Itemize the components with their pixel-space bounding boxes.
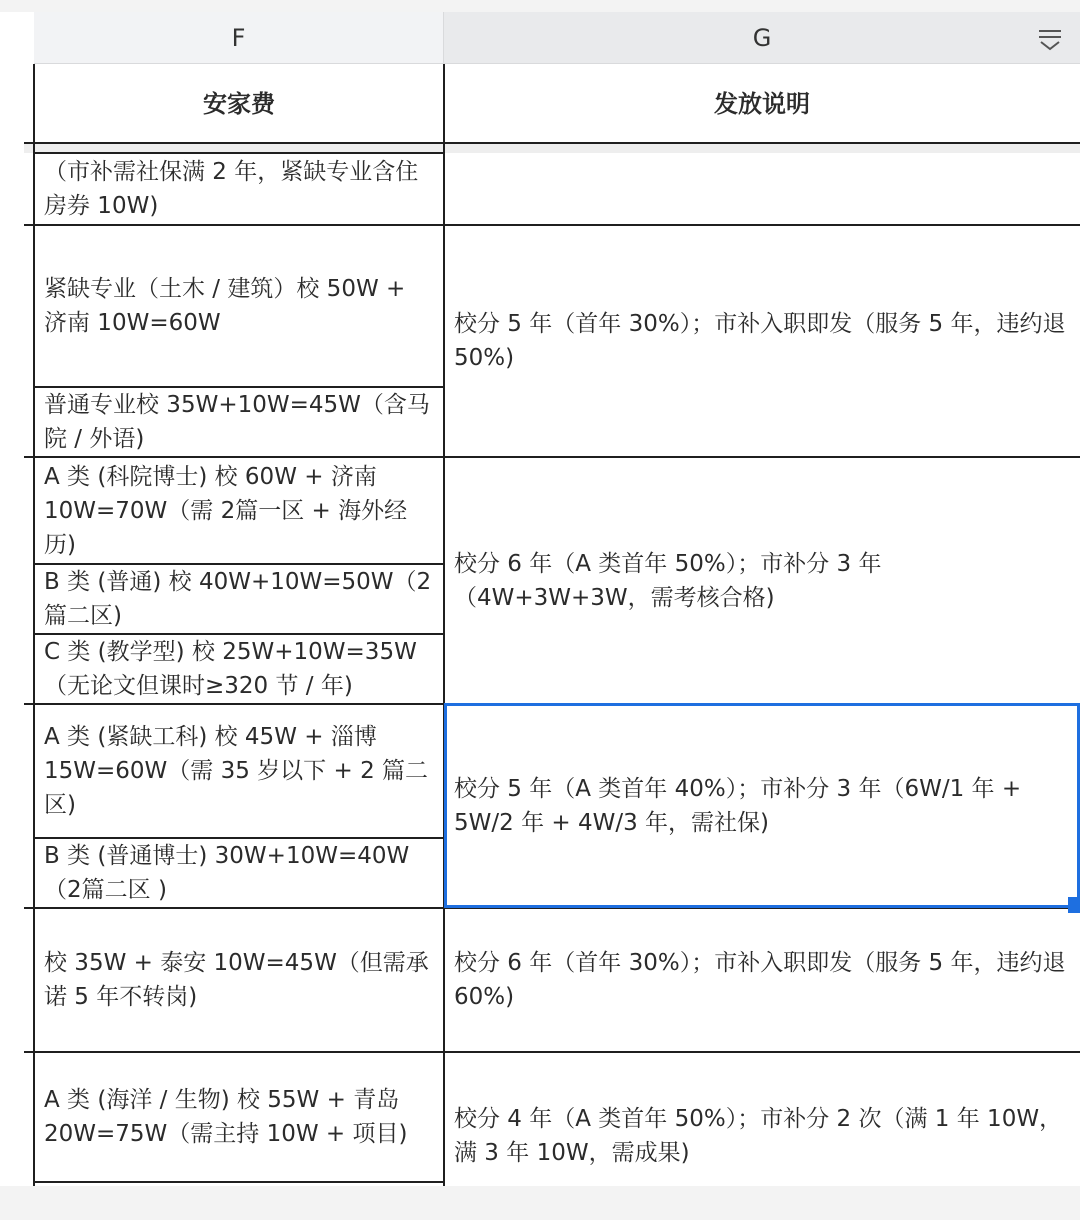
cell-f-4[interactable]	[34, 457, 444, 564]
grid-line	[34, 1181, 444, 1183]
cell-text: A 类 (海洋 / 生物) 校 55W + 青岛 20W=75W（需主持 10W + 项目)	[44, 1087, 408, 1147]
top-margin	[0, 0, 1080, 12]
cell-text: 校 35W + 泰安 10W=45W（但需承诺 5 年不转岗)	[44, 950, 429, 1010]
cell-f-2[interactable]	[34, 225, 444, 387]
cell-f-6[interactable]	[34, 634, 444, 704]
cell-f-5[interactable]	[34, 564, 444, 634]
cell-text: 紧缺专业（土木 / 建筑）校 50W + 济南 10W=60W	[44, 276, 406, 336]
cell-g-2-3[interactable]	[444, 225, 1080, 457]
cell-f-10[interactable]	[34, 1052, 444, 1182]
grid-line	[24, 142, 1080, 144]
bottom-margin	[0, 1186, 1080, 1200]
grid-line	[34, 563, 444, 565]
cell-g-4-6[interactable]	[444, 457, 1080, 704]
grid-line	[24, 456, 1080, 458]
header-text: 安家费	[203, 89, 275, 118]
cell-f-8[interactable]	[34, 838, 444, 908]
cell-g-9[interactable]	[444, 908, 1080, 1052]
header-cell-payment-notes[interactable]	[444, 64, 1080, 143]
cell-g-1[interactable]	[444, 153, 1080, 225]
cell-text: 校分 6 年（首年 30%）；市补入职即发（服务 5 年，违约退 60%)	[454, 950, 1066, 1010]
cell-f-1[interactable]	[34, 153, 444, 225]
grid-line	[34, 633, 444, 635]
grid-line	[24, 224, 1080, 226]
column-letter-g: G	[752, 23, 772, 52]
cell-text: 校分 6 年（A 类首年 50%）；市补分 3 年（4W+3W+3W，需考核合格)	[454, 550, 882, 611]
header-text: 发放说明	[714, 89, 810, 118]
cell-text: 校分 5 年（A 类首年 40%）；市补分 3 年（6W/1 年 + 5W/2 年 + 4W/3 年，需社保)	[454, 776, 1022, 836]
column-letter-f: F	[231, 23, 246, 52]
cell-text: 校分 4 年（A 类首年 50%）；市补分 2 次（满 1 年 10W，满 3 年 10W，需成果)	[454, 1106, 1063, 1166]
grid-line	[33, 64, 35, 1200]
cell-text: B 类 (普通) 校 40W+10W=50W（2篇二区)	[44, 569, 432, 629]
grid-line	[34, 152, 444, 154]
header-cell-settlement-fee[interactable]	[34, 64, 444, 143]
column-header-f[interactable]	[34, 12, 444, 64]
cell-text: C 类 (教学型) 校 25W+10W=35W（无论文但课时≥320 节 / 年)	[44, 639, 417, 699]
cell-f-9[interactable]	[34, 908, 444, 1052]
cell-text: A 类 (紧缺工科) 校 45W + 淄博 15W=60W（需 35 岁以下 + 2 篇二区)	[44, 724, 429, 818]
cell-f-3[interactable]	[34, 387, 444, 457]
fill-handle[interactable]	[1068, 897, 1080, 913]
filter-menu-icon[interactable]	[1036, 24, 1064, 52]
cell-text: A 类 (科院博士) 校 60W + 济南 10W=70W（需 2篇一区 + 海外经历)	[44, 463, 408, 558]
cell-text: 校分 5 年（首年 30%）；市补入职即发（服务 5 年，违约退 50%)	[454, 311, 1066, 371]
grid-line	[34, 386, 444, 388]
selected-cell-outline	[444, 703, 1080, 908]
column-header-g[interactable]	[444, 12, 1080, 64]
cell-text: B 类 (普通博士) 30W+10W=40W（2篇二区 )	[44, 843, 410, 903]
cell-text: （市补需社保满 2 年，紧缺专业含住房券 10W)	[44, 159, 419, 219]
grid-line	[24, 1051, 1080, 1053]
cell-f-7[interactable]	[34, 704, 444, 838]
grid-line	[443, 64, 445, 1200]
cell-text: 普通专业校 35W+10W=45W（含马院 / 外语)	[44, 392, 430, 452]
grid-line	[34, 837, 444, 839]
